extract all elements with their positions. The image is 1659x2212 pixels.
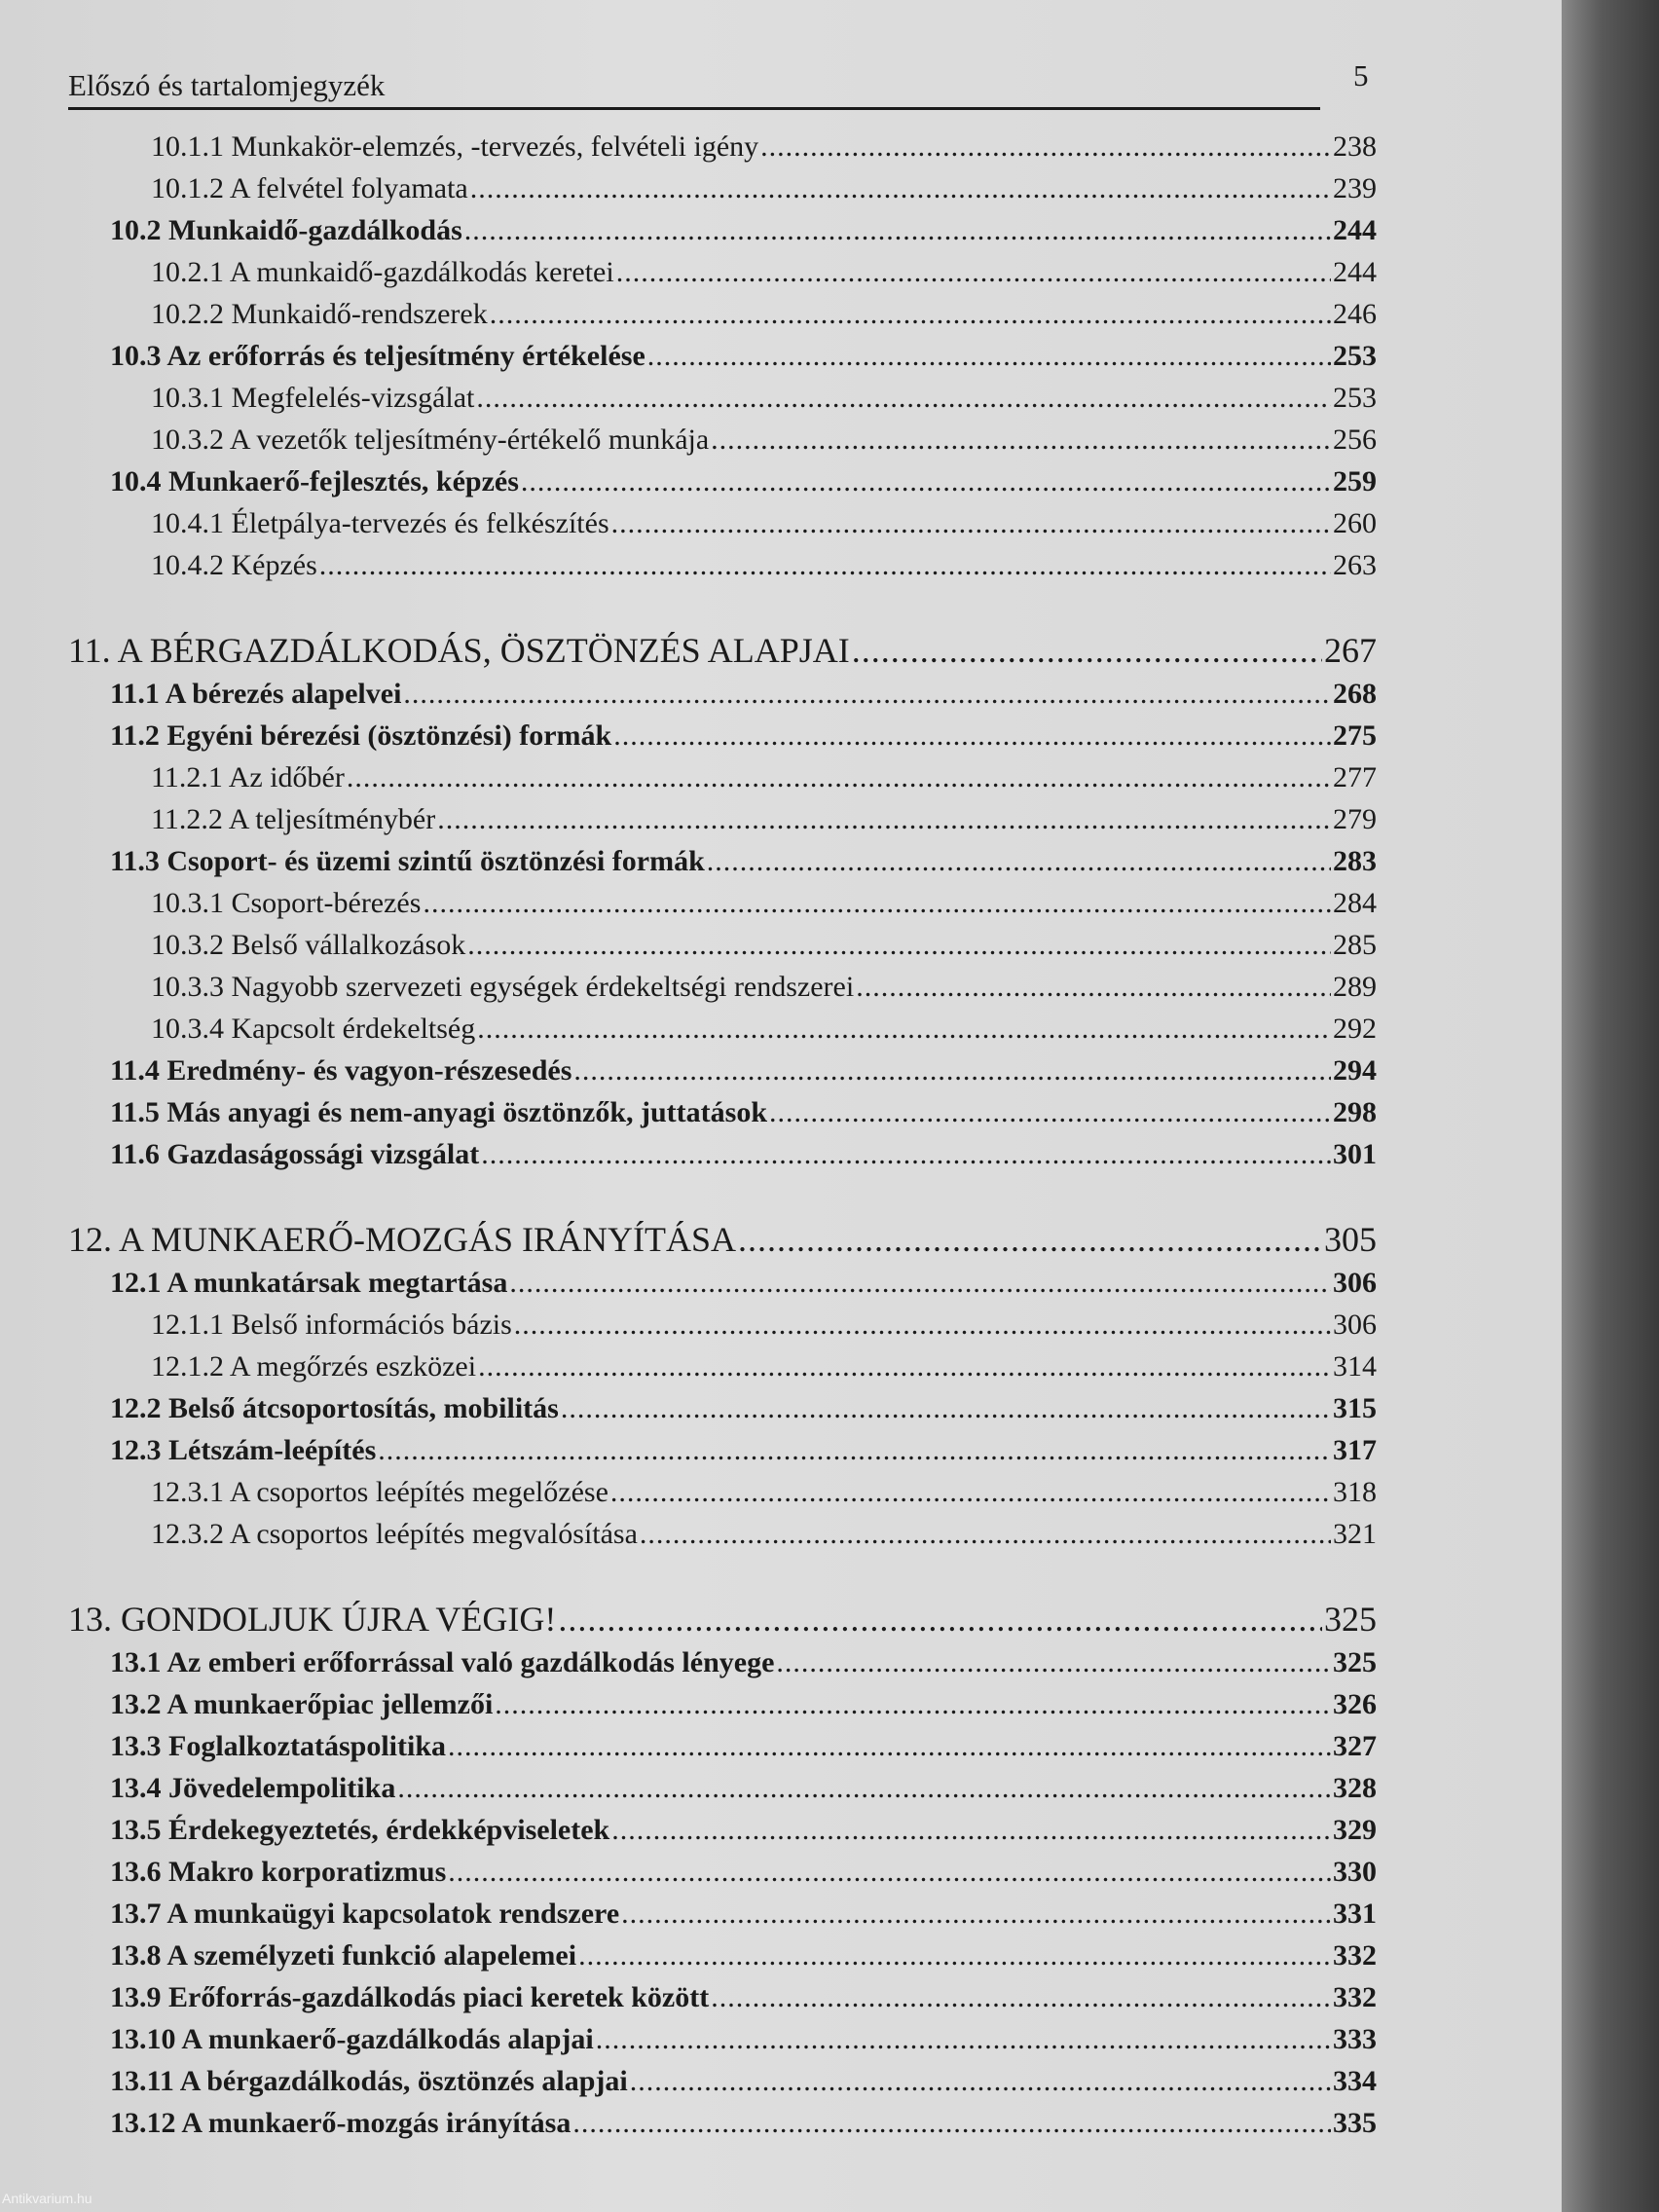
toc-page-number: 301 [1333,1138,1377,1170]
toc-section [68,1054,1377,1096]
toc-section [68,465,1377,507]
toc-dot-leader [464,214,1331,247]
toc-entry-title: 12.3 Létszám-leépítés [110,1434,377,1466]
toc-page-number: 333 [1333,2023,1377,2055]
toc-section [68,1267,1377,1309]
toc-page-number: 277 [1333,761,1377,793]
toc-dot-leader [481,1138,1331,1171]
toc-section [68,678,1377,719]
toc-page-number: 260 [1333,507,1377,539]
toc-chapter [68,1219,1377,1267]
toc-chapter [68,1599,1377,1646]
toc-page-number: 334 [1333,2065,1377,2097]
toc-dot-leader [514,1309,1331,1342]
toc-page-number: 244 [1333,256,1377,288]
toc-section [68,2065,1377,2107]
toc-section [68,1939,1377,1981]
toc-spacer [68,1180,1377,1219]
toc-page-number: 335 [1333,2107,1377,2139]
toc-subsection [68,507,1377,549]
toc-page-number: 284 [1333,887,1377,919]
running-header [68,60,1320,110]
toc-section [68,845,1377,887]
toc-dot-leader [423,887,1331,920]
toc-page-number: 315 [1333,1392,1377,1424]
toc-entry-title: 11.6 Gazdaságossági vizsgálat [110,1138,480,1170]
toc-entry-title: 10.4 Munkaerő-fejlesztés, képzés [110,465,519,498]
toc-section [68,2107,1377,2149]
toc-subsection [68,971,1377,1013]
toc-dot-leader [467,929,1331,962]
toc-dot-leader [630,2065,1331,2098]
toc-dot-leader [561,1392,1331,1425]
toc-page-number: 268 [1333,678,1377,710]
toc-dot-leader [448,1730,1331,1763]
toc-section [68,719,1377,761]
toc-entry-title: 11.5 Más anyagi és nem-anyagi ösztönzők, juttatások [110,1096,768,1128]
page-edge-shadow [1562,0,1659,2212]
toc-entry-title: 13.1 Az emberi erőforrással való gazdálkodás lényege [110,1646,775,1678]
toc-section [68,1898,1377,1939]
header-title: Előszó és tartalomjegyzék [68,68,386,102]
toc-dot-leader [477,1013,1331,1046]
toc-entry-title: 13.8 A személyzeti funkció alapelemei [110,1939,577,1972]
toc-dot-leader [769,1096,1331,1129]
toc-entry-title: 12.2 Belső átcsoportosítás, mobilitás [110,1392,559,1424]
toc-page-number: 259 [1333,465,1377,498]
toc-page-number: 267 [1324,631,1377,670]
toc-page-number: 321 [1333,1518,1377,1550]
toc-subsection [68,1476,1377,1518]
toc-dot-leader [711,424,1331,457]
toc-page-number: 263 [1333,549,1377,581]
toc-page-number: 253 [1333,340,1377,372]
toc-entry-title: 13.7 A munkaügyi kapcsolatok rendszere [110,1898,620,1930]
toc-dot-leader [448,1856,1331,1889]
toc-entry-title: 10.3.4 Kapcsolt érdekeltség [151,1013,476,1045]
toc-subsection [68,424,1377,465]
toc-dot-leader [760,130,1331,164]
toc-entry-title: 10.3.1 Megfelelés-vizsgálat [151,382,475,414]
toc-entry-title: 13.9 Erőforrás-gazdálkodás piaci keretek között [110,1981,710,2013]
toc-subsection [68,1518,1377,1560]
toc-page-number: 294 [1333,1054,1377,1087]
toc-dot-leader [495,1688,1331,1721]
toc-entry-title: 10.3.3 Nagyobb szervezeti egységek érdekeltségi rendszerei [151,971,855,1003]
toc-section [68,214,1377,256]
toc-page-number: 326 [1333,1688,1377,1720]
toc-entry-title: 10.3.2 A vezetők teljesítmény-értékelő munkája [151,424,710,456]
toc-section [68,1730,1377,1772]
toc-section [68,1856,1377,1898]
toc-section [68,1646,1377,1688]
toc-entry-title: 11.3 Csoport- és üzemi szintű ösztönzési formák [110,845,705,877]
toc-dot-leader [711,1981,1331,2014]
toc-entry-title: 11.2.1 Az időbér [151,761,345,793]
toc-subsection [68,256,1377,298]
toc-page-number: 330 [1333,1856,1377,1888]
toc-dot-leader [611,507,1331,540]
toc-dot-leader [397,1772,1331,1805]
toc-subsection [68,761,1377,803]
toc-subsection [68,130,1377,172]
toc-subsection [68,1309,1377,1350]
toc-page-number: 318 [1333,1476,1377,1508]
toc-section [68,2023,1377,2065]
toc-page-number: 244 [1333,214,1377,246]
toc-section [68,1772,1377,1814]
toc-page-number: 305 [1324,1220,1377,1259]
toc-entry-title: 13.3 Foglalkoztatáspolitika [110,1730,447,1762]
toc-page-number: 292 [1333,1013,1377,1045]
toc-entry-title: 13.4 Jövedelempolitika [110,1772,396,1804]
toc-subsection [68,172,1377,214]
toc-page-number: 306 [1333,1267,1377,1299]
toc-page-number: 275 [1333,719,1377,752]
toc-dot-leader [856,971,1331,1004]
toc-entry-title: 10.1.2 A felvétel folyamata [151,172,468,204]
toc-dot-leader [572,2107,1331,2140]
toc-page-number: 328 [1333,1772,1377,1804]
toc-subsection [68,549,1377,591]
toc-page-number: 306 [1333,1309,1377,1341]
toc-dot-leader [347,761,1331,794]
toc-section [68,1688,1377,1730]
toc-entry-title: 12.1.1 Belső információs bázis [151,1309,512,1341]
toc-entry-title: 12. A MUNKAERŐ-MOZGÁS IRÁNYÍTÁSA [68,1220,737,1259]
toc-dot-leader [509,1267,1331,1300]
page-number: 5 [1353,58,1369,92]
toc-entry-title: 11.2 Egyéni bérezési (ösztönzési) formák [110,719,612,752]
toc-entry-title: 12.3.1 A csoportos leépítés megelőzése [151,1476,608,1508]
toc-dot-leader [738,1219,1322,1260]
toc-entry-title: 13.12 A munkaerő-mozgás irányítása [110,2107,571,2139]
toc-spacer [68,1560,1377,1599]
toc-dot-leader [611,1814,1331,1847]
toc-section [68,1096,1377,1138]
toc-page-number: 325 [1324,1600,1377,1639]
toc-entry-title: 12.1.2 A megőrzés eszközei [151,1350,477,1382]
toc-section [68,1981,1377,2023]
table-of-contents [68,130,1377,2149]
toc-dot-leader [378,1434,1331,1467]
toc-entry-title: 11.2.2 A teljesítménybér [151,803,436,835]
toc-dot-leader [573,1054,1331,1088]
toc-chapter [68,630,1377,678]
toc-subsection [68,1013,1377,1054]
toc-entry-title: 10.1.1 Munkakör-elemzés, -tervezés, felvételi igény [151,130,759,163]
toc-dot-leader [647,340,1331,373]
toc-entry-title: 11.4 Eredmény- és vagyon-részesedés [110,1054,572,1087]
toc-page-number: 331 [1333,1898,1377,1930]
toc-dot-leader [470,172,1331,205]
toc-page-number: 289 [1333,971,1377,1003]
toc-page-number: 327 [1333,1730,1377,1762]
toc-dot-leader [558,1599,1322,1640]
toc-section [68,340,1377,382]
toc-page-number: 285 [1333,929,1377,961]
toc-dot-leader [616,256,1331,289]
toc-dot-leader [490,298,1331,331]
toc-dot-leader [403,678,1331,711]
toc-dot-leader [621,1898,1331,1931]
toc-page-number: 332 [1333,1981,1377,2013]
toc-dot-leader [852,630,1322,671]
toc-entry-title: 12.3.2 A csoportos leépítés megvalósítása [151,1518,638,1550]
toc-subsection [68,298,1377,340]
toc-subsection [68,1350,1377,1392]
toc-dot-leader [707,845,1331,878]
toc-entry-title: 12.1 A munkatársak megtartása [110,1267,508,1299]
toc-page-number: 239 [1333,172,1377,204]
toc-dot-leader [610,1476,1331,1509]
toc-page-number: 279 [1333,803,1377,835]
toc-page-number: 246 [1333,298,1377,330]
toc-entry-title: 10.3.2 Belső vállalkozások [151,929,466,961]
toc-entry-title: 10.2.1 A munkaidő-gazdálkodás keretei [151,256,614,288]
toc-spacer [68,591,1377,630]
toc-dot-leader [776,1646,1331,1679]
toc-page-number: 256 [1333,424,1377,456]
toc-entry-title: 11.1 A bérezés alapelvei [110,678,402,710]
toc-entry-title: 13.11 A bérgazdálkodás, ösztönzés alapjai [110,2065,628,2097]
toc-page-number: 332 [1333,1939,1377,1972]
toc-section [68,1434,1377,1476]
toc-entry-title: 10.2.2 Munkaidő-rendszerek [151,298,488,330]
toc-dot-leader [319,549,1331,582]
toc-subsection [68,887,1377,929]
toc-entry-title: 13.2 A munkaerőpiac jellemzői [110,1688,494,1720]
toc-entry-title: 10.3.1 Csoport-bérezés [151,887,422,919]
toc-section [68,1814,1377,1856]
toc-entry-title: 10.4.2 Képzés [151,549,317,581]
toc-entry-title: 10.4.1 Életpálya-tervezés és felkészítés [151,507,609,539]
toc-dot-leader [640,1518,1331,1551]
toc-subsection [68,803,1377,845]
toc-page-number: 253 [1333,382,1377,414]
toc-page-number: 283 [1333,845,1377,877]
toc-page-number: 329 [1333,1814,1377,1846]
toc-page-number: 325 [1333,1646,1377,1678]
toc-entry-title: 10.2 Munkaidő-gazdálkodás [110,214,462,246]
toc-section [68,1138,1377,1180]
toc-dot-leader [437,803,1331,836]
toc-page-number: 317 [1333,1434,1377,1466]
toc-dot-leader [478,1350,1331,1383]
toc-page-number: 238 [1333,130,1377,163]
watermark: Antikvarium.hu [2,2191,92,2206]
toc-page-number: 298 [1333,1096,1377,1128]
toc-entry-title: 13.6 Makro korporatizmus [110,1856,447,1888]
toc-subsection [68,382,1377,424]
toc-dot-leader [596,2023,1331,2056]
toc-section [68,1392,1377,1434]
toc-page-number: 314 [1333,1350,1377,1382]
toc-dot-leader [521,465,1331,498]
toc-dot-leader [476,382,1331,415]
toc-entry-title: 10.3 Az erőforrás és teljesítmény értékelése [110,340,645,372]
toc-dot-leader [578,1939,1331,1972]
toc-entry-title: 11. A BÉRGAZDÁLKODÁS, ÖSZTÖNZÉS ALAPJAI [68,631,850,670]
toc-entry-title: 13.5 Érdekegyeztetés, érdekképviseletek [110,1814,610,1846]
toc-entry-title: 13. GONDOLJUK ÚJRA VÉGIG! [68,1600,557,1639]
toc-entry-title: 13.10 A munkaerő-gazdálkodás alapjai [110,2023,594,2055]
toc-dot-leader [613,719,1331,753]
toc-subsection [68,929,1377,971]
